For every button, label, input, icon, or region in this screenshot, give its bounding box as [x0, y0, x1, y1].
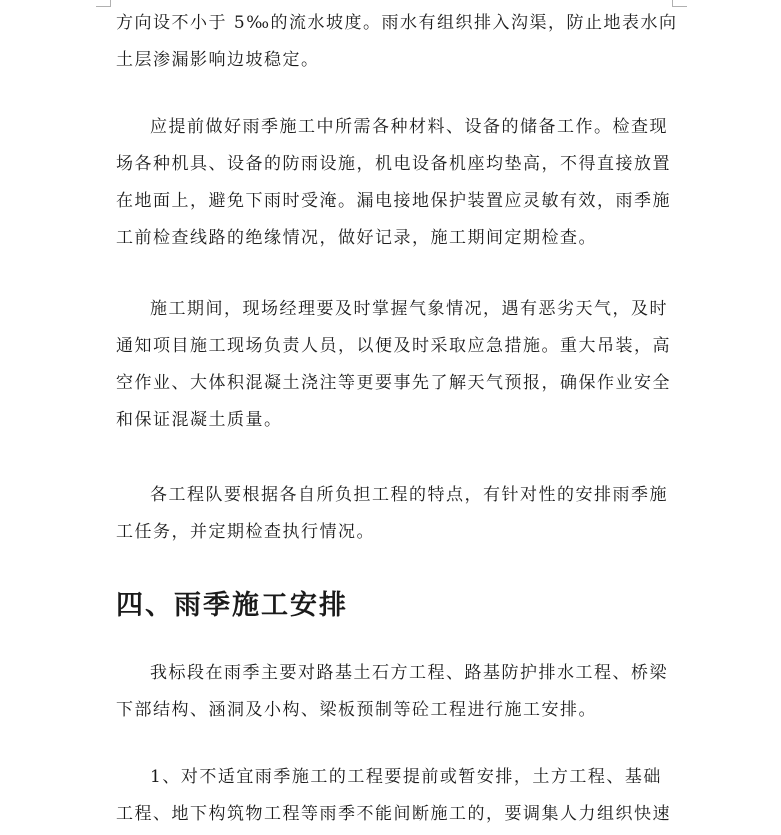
paragraph-material-preparation: [116, 109, 672, 257]
text-line: 方向设不小于 5‰的流水坡度。雨水有组织排入沟渠，防止地表水向: [116, 13, 678, 33]
text-line: 各工程队要根据各自所负担工程的特点，有针对性的安排雨季施: [150, 485, 668, 505]
text-line: 应提前做好雨季施工中所需各种材料、设备的储备工作。检查现: [150, 117, 668, 137]
page-corner-mark-left: [96, 0, 111, 7]
paragraph-section-scope: [116, 655, 672, 729]
text-line: 和保证混凝土质量。: [116, 410, 283, 430]
text-line: 下部结构、涵洞及小构、梁板预制等砼工程进行施工安排。: [116, 700, 597, 720]
text-line: 空作业、大体积混凝土浇注等更要事先了解天气预报，确保作业安全: [116, 373, 671, 393]
text-line: 1、对不适宜雨季施工的工程要提前或暂安排，土方工程、基础: [150, 767, 662, 787]
text-line: 工程、地下构筑物工程等雨季不能间断施工的，要调集人力组织快速: [116, 804, 671, 824]
text-line: 我标段在雨季主要对路基土石方工程、路基防护排水工程、桥梁: [150, 663, 668, 683]
text-line: 工前检查线路的绝缘情况，做好记录，施工期间定期检查。: [116, 228, 597, 248]
text-line: 在地面上，避免下雨时受淹。漏电接地保护装置应灵敏有效，雨季施: [116, 191, 671, 211]
paragraph-item-1: [116, 759, 672, 833]
paragraph-weather-monitoring: [116, 291, 672, 439]
text-line: 施工期间，现场经理要及时掌握气象情况，遇有恶劣天气，及时: [150, 299, 668, 319]
text-line: 场各种机具、设备的防雨设施，机电设备机座均垫高，不得直接放置: [116, 154, 671, 174]
paragraph-team-arrangement: [116, 477, 672, 551]
section-heading: 四、雨季施工安排: [116, 590, 348, 621]
paragraph-drainage-continuation: [116, 5, 678, 79]
text-line: 土层渗漏影响边坡稳定。: [116, 50, 320, 70]
page-corner-mark-right: [672, 0, 687, 7]
text-line: 工任务，并定期检查执行情况。: [116, 522, 375, 542]
text-line: 通知项目施工现场负责人员，以便及时采取应急措施。重大吊装，高: [116, 336, 671, 356]
